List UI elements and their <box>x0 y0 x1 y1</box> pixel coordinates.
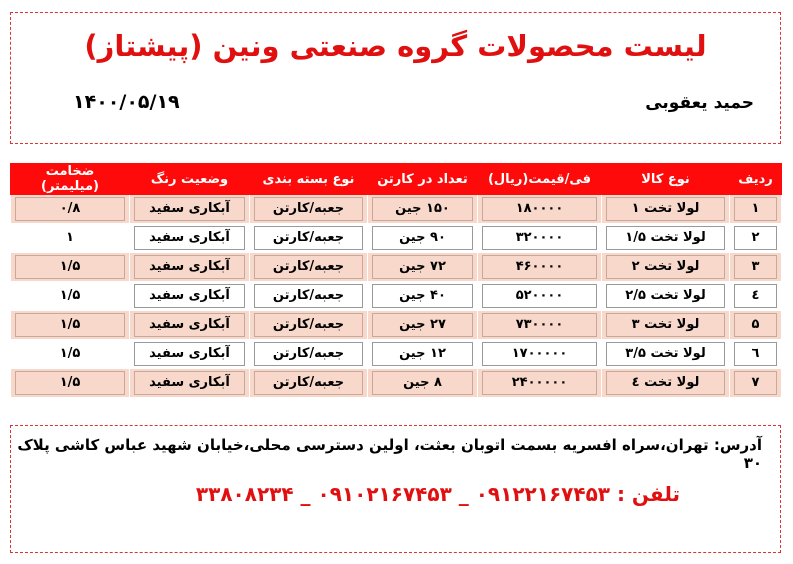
unit-price: ۱۷۰۰۰۰۰ <box>482 342 597 366</box>
thickness: ۱/۵ <box>15 284 125 308</box>
address-text: آدرس: تهران،سراه افسریه بسمت اتوبان بعثت، اولین دسترسی محلی،خیابان شهید عباس کاشی پلاک ۳۰ <box>17 436 762 472</box>
thickness: ۱ <box>15 226 125 250</box>
product-type: لولا تخت ۱/۵ <box>606 226 725 250</box>
packaging-type: جعبه/کارتن <box>254 371 363 395</box>
row-number: ۳ <box>734 255 777 279</box>
table-row <box>11 253 782 282</box>
phone-numbers: تلفن : ۰۹۱۲۲۱۶۷۴۵۳ _ ۰۹۱۰۲۱۶۷۴۵۳ _ ۳۳۸۰۸۲۳۴ <box>195 482 680 506</box>
column-header: فی/قیمت(ریال) <box>478 164 602 195</box>
packaging-type: جعبه/کارتن <box>254 313 363 337</box>
carton-quantity: ۷۲ جین <box>372 255 473 279</box>
thickness: ۱/۵ <box>15 313 125 337</box>
thickness: ۱/۵ <box>15 255 125 279</box>
row-number: ٦ <box>734 342 777 366</box>
product-type: لولا تخت ٤ <box>606 371 725 395</box>
column-header: وضعیت رنگ <box>130 164 250 195</box>
row-number: ۵ <box>734 313 777 337</box>
thickness: ۱/۵ <box>15 371 125 395</box>
thickness: ۰/۸ <box>15 197 125 221</box>
color-finish: آبکاری سفید <box>134 226 245 250</box>
product-type: لولا تخت ۳/۵ <box>606 342 725 366</box>
carton-quantity: ۹۰ جین <box>372 226 473 250</box>
product-type: لولا تخت ۲/۵ <box>606 284 725 308</box>
packaging-type: جعبه/کارتن <box>254 226 363 250</box>
row-number: ۷ <box>734 371 777 395</box>
contact-box <box>10 425 781 553</box>
color-finish: آبکاری سفید <box>134 197 245 221</box>
product-type: لولا تخت ۲ <box>606 255 725 279</box>
row-number: ۱ <box>734 197 777 221</box>
row-number: ٤ <box>734 284 777 308</box>
column-header: نوع کالا <box>602 164 730 195</box>
unit-price: ۷۳۰۰۰۰ <box>482 313 597 337</box>
color-finish: آبکاری سفید <box>134 371 245 395</box>
author-name: حمید یعقوبی <box>645 93 754 113</box>
unit-price: ۳۲۰۰۰۰ <box>482 226 597 250</box>
table-header-row <box>11 164 782 195</box>
unit-price: ۴۶۰۰۰۰ <box>482 255 597 279</box>
unit-price: ۵۲۰۰۰۰ <box>482 284 597 308</box>
packaging-type: جعبه/کارتن <box>254 284 363 308</box>
carton-quantity: ۱۲ جین <box>372 342 473 366</box>
color-finish: آبکاری سفید <box>134 313 245 337</box>
table-row <box>11 224 782 253</box>
carton-quantity: ۴۰ جین <box>372 284 473 308</box>
carton-quantity: ۲۷ جین <box>372 313 473 337</box>
carton-quantity: ۸ جین <box>372 371 473 395</box>
table-row <box>11 282 782 311</box>
product-type: لولا تخت ۳ <box>606 313 725 337</box>
packaging-type: جعبه/کارتن <box>254 342 363 366</box>
product-type: لولا تخت ۱ <box>606 197 725 221</box>
color-finish: آبکاری سفید <box>134 284 245 308</box>
table-row <box>11 369 782 398</box>
column-header: نوع بسته بندی <box>250 164 368 195</box>
table-row <box>11 311 782 340</box>
header-box <box>10 12 781 144</box>
table-row <box>11 340 782 369</box>
thickness: ۱/۵ <box>15 342 125 366</box>
packaging-type: جعبه/کارتن <box>254 197 363 221</box>
packaging-type: جعبه/کارتن <box>254 255 363 279</box>
page-title: لیست محصولات گروه صنعتی ونین (پیشتاز) <box>84 29 707 63</box>
products-table <box>10 163 782 398</box>
document-date: ۱۴۰۰/۰۵/۱۹ <box>73 91 180 113</box>
column-header: ردیف <box>730 164 782 195</box>
carton-quantity: ۱۵۰ جین <box>372 197 473 221</box>
unit-price: ۱۸۰۰۰۰ <box>482 197 597 221</box>
column-header: تعداد در کارتن <box>368 164 478 195</box>
unit-price: ۲۴۰۰۰۰۰ <box>482 371 597 395</box>
table-row <box>11 195 782 224</box>
color-finish: آبکاری سفید <box>134 255 245 279</box>
color-finish: آبکاری سفید <box>134 342 245 366</box>
column-header: ضخامت (میلیمتر) <box>11 164 130 195</box>
row-number: ۲ <box>734 226 777 250</box>
